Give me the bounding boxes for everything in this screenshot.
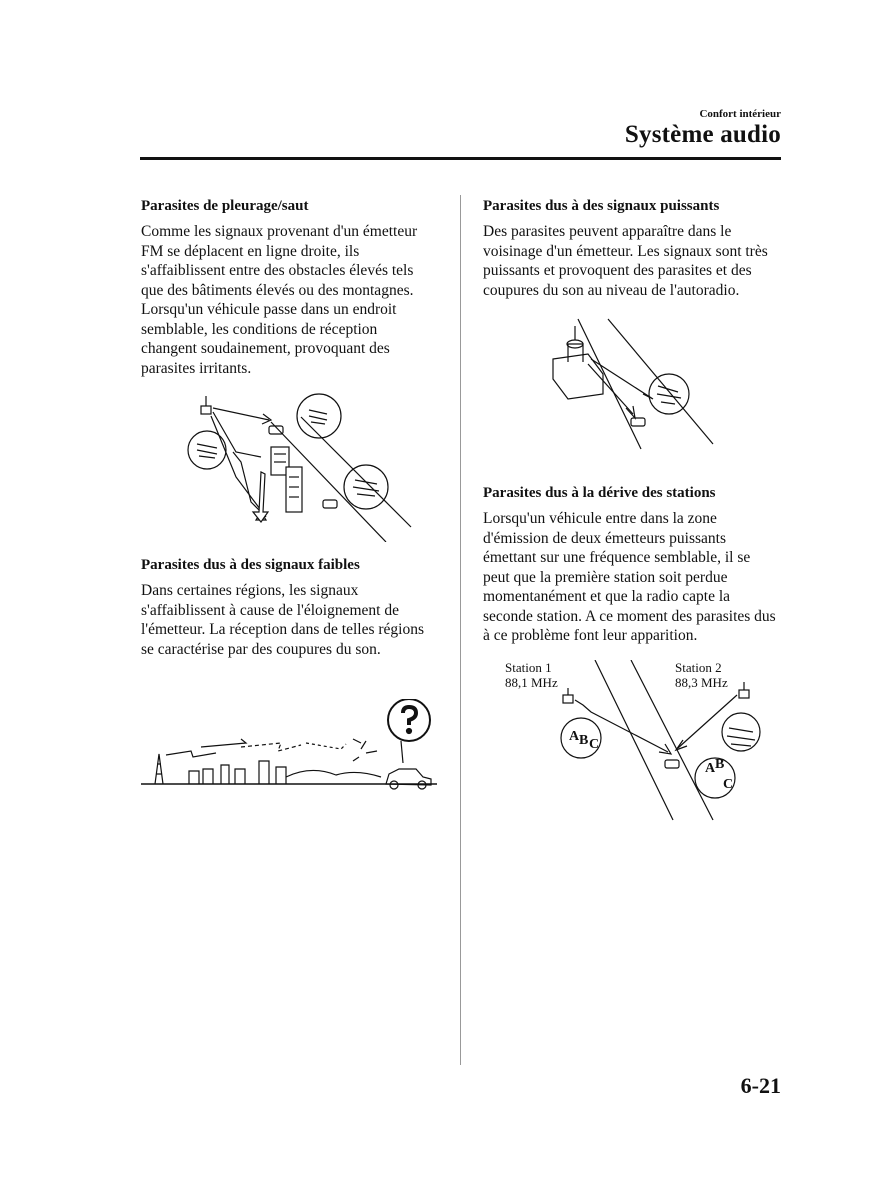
left-column bbox=[141, 197, 437, 799]
svg-text:B: B bbox=[579, 732, 589, 748]
page-number: 6-21 bbox=[740, 1073, 781, 1098]
svg-text:A: A bbox=[705, 760, 716, 776]
station2-name: Station 2 bbox=[675, 659, 722, 675]
figure-multipath-buildings bbox=[141, 392, 437, 542]
body-strong-signals: Des parasites peuvent apparaître dans le voisinage d'un émetteur. Les signaux sont très puissants et provoquent des parasites et des coupures du son au niveau de l'autoradio. bbox=[483, 223, 768, 299]
figure-weak-signal-distance bbox=[141, 699, 437, 799]
page-title: Système audio bbox=[624, 121, 781, 148]
heading-strong-signals: Parasites dus à des signaux puissants bbox=[483, 198, 720, 214]
svg-text:B: B bbox=[715, 756, 725, 772]
figure-strong-signal-transmitter bbox=[483, 314, 779, 464]
right-column bbox=[483, 197, 779, 825]
svg-text:C: C bbox=[723, 776, 734, 792]
station2-frequency: 88,3 MHz bbox=[675, 674, 728, 690]
heading-pleurage: Parasites de pleurage/saut bbox=[141, 198, 309, 214]
header-rule bbox=[140, 157, 781, 160]
body-pleurage: Comme les signaux provenant d'un émetteur FM se déplacent en ligne droite, ils s'affaiblissent entre des obstacles élevés tels que des bâtiments élevés ou des montagnes. Lorsqu'un véhicule passe dans un endroit semblable, les conditions de réception changent soudainement, provoquant des parasites irritants. bbox=[141, 223, 418, 377]
column-divider bbox=[460, 195, 461, 1065]
station1-frequency: 88,1 MHz bbox=[505, 674, 558, 690]
svg-text:A: A bbox=[569, 728, 580, 744]
heading-station-drift: Parasites dus à la dérive des stations bbox=[483, 485, 716, 501]
body-station-drift: Lorsqu'un véhicule entre dans la zone d'émission de deux émetteurs puissants émettant sur une fréquence semblable, il se peut que la première station soit perdue momentanément et que la radio capte la seconde station. A ce moment des parasites dus à ce problème font leur apparition. bbox=[483, 510, 776, 644]
heading-weak-signals: Parasites dus à des signaux faibles bbox=[141, 557, 360, 573]
section-label: Confort intérieur bbox=[699, 108, 781, 120]
svg-text:C: C bbox=[589, 736, 600, 752]
figure-station-drift bbox=[483, 660, 779, 825]
station1-name: Station 1 bbox=[505, 659, 552, 675]
body-weak-signals: Dans certaines régions, les signaux s'affaiblissent à cause de l'éloignement de l'émetteur. La réception dans de telles régions se caractérise par des coupures du son. bbox=[141, 582, 424, 658]
